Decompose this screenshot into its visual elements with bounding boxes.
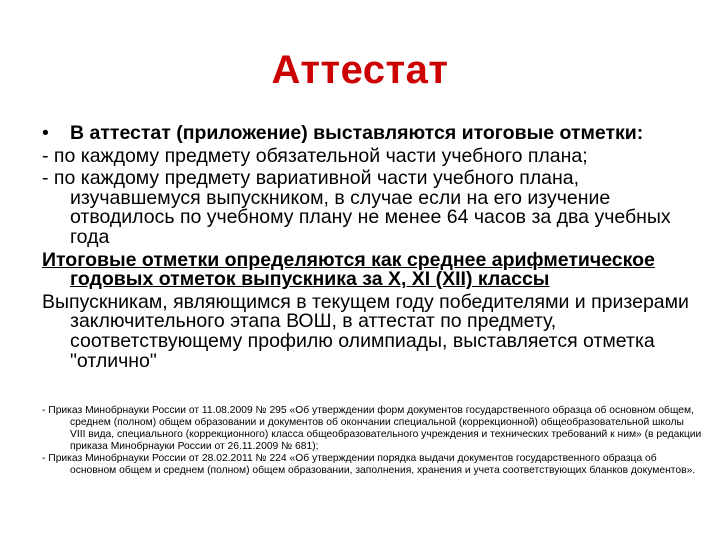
bullet-lead: [42, 124, 692, 144]
footnote-order-295: - Приказ Минобрнауки России от 11.08.2009 № 295 «Об утверждении форм документов государственного образца об основном общем, среднем (полном) общем образовании и документов об окончании специальной (коррекционной) общеобразовательной школы VIII вида, специального (коррекционного) класса общеобразовательного учреждения и технических требований к ним» (в редакции приказа Минобрнауки России от 26.11.2009 № 681);: [42, 405, 702, 453]
footnote-order-224: - Приказ Минобрнауки России от 28.02.2011 № 224 «Об утверждении порядка выдачи документов государственного образца об основном общем и среднем (полном) общем образовании, заполнения, хранения и учета соответствующих бланков документов».: [42, 453, 696, 477]
lead-text: В аттестат (приложение) выставляются итоговые отметки:: [70, 122, 644, 144]
item-variative: - по каждому предмету вариативной части учебного плана, изучавшемуся выпускником, в случае если на его изучение отводилось по учебному плану не менее 64 часов за два учебных года: [42, 167, 671, 248]
slide-body: [42, 124, 692, 374]
footnotes: [42, 405, 702, 478]
rule-average: Итоговые отметки определяются как среднее арифметическое годовых отметок выпускника за X, XI (XII) классы: [42, 248, 655, 291]
item-mandatory: - по каждому предмету обязательной части учебного плана;: [42, 144, 588, 167]
slide-title: Аттестат: [271, 48, 449, 92]
olympiad-note: Выпускникам, являющимся в текущем году победителями и призерами заключительного этапа ВОШ, в аттестат по предмету, соответствующему профилю олимпиады, выставляется отметка "отлично": [42, 290, 689, 372]
bullet-icon: •: [42, 122, 49, 144]
